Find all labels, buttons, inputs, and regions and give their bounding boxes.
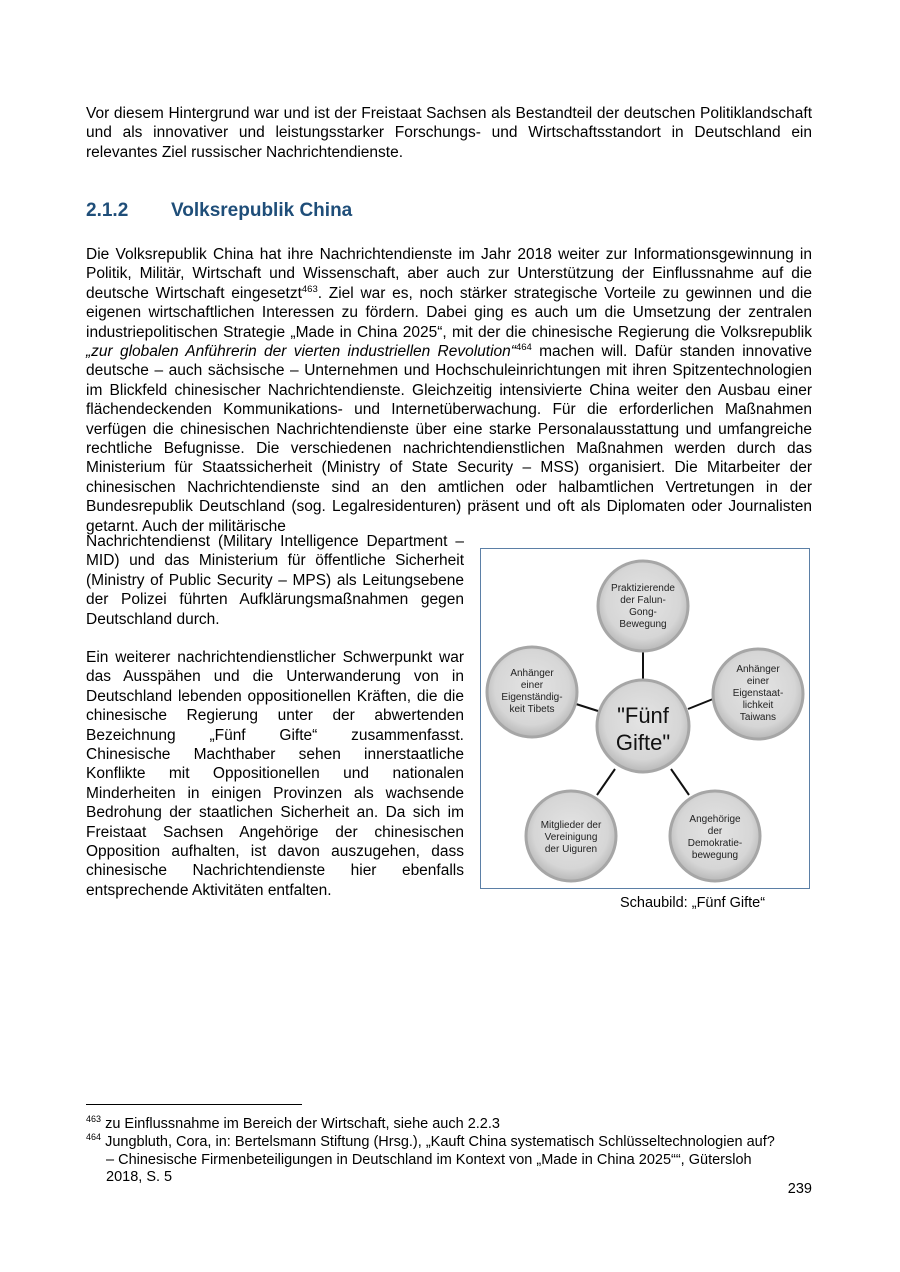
page-number: 239 — [787, 1181, 812, 1197]
svg-text:Eigenständig-: Eigenständig- — [501, 692, 563, 703]
wrap-paragraph-2: Ein weiterer nachrichtendienstlicher Schwerpunkt war das Ausspähen und die Unterwanderung von in Deutschland lebenden oppositionellen Kräften, die die chinesische Regierung unter der abwertenden Bezeichnung „Fünf Gifte“ zusammenfasst. Chinesische Machthaber sehen innerstaatliche Konflikte mit Oppositionellen und nationalen Minderheiten in einigen Provinzen als wachsende Bedrohung der staatlichen Sicherheit an. Da sich im Freistaat Sachsen Angehörige der chinesischen Opposition aufhalten, ist davon auszugehen, dass chinesische Nachrichtendienste hier ebenfalls entsprechende Aktivitäten entfalten. — [86, 649, 464, 899]
figure-caption: Schaubild: „Fünf Gifte“ — [620, 895, 766, 911]
footnote-text: zu Einflussnahme im Bereich der Wirtschaft, siehe auch 2.2.3 — [105, 1116, 500, 1132]
quote-text: „zur globalen Anführerin der vierten industriellen Revolution“ — [86, 343, 516, 361]
svg-text:Demokratie-: Demokratie- — [687, 838, 743, 849]
svg-text:Anhänger: Anhänger — [510, 668, 554, 679]
svg-text:Eigenstaat-: Eigenstaat- — [732, 688, 784, 699]
intro-paragraph: Vor diesem Hintergrund war und ist der Freistaat Sachsen als Bestandteil der deutschen Politiklandschaft und als innovativer und leistungsstarker Forschungs- und Wirtschaftsstandort in Deutschland ein relevantes Ziel russischer Nachrichtendienste. — [86, 105, 812, 161]
footnote-text-cont2: 2018, S. 5 — [106, 1169, 173, 1186]
footnote-464 — [86, 1129, 812, 1187]
footnote-number: 463 — [86, 1114, 102, 1124]
node-taiwan — [713, 649, 803, 739]
footnote-text: Jungbluth, Cora, in: Bertelsmann Stiftung (Hrsg.), „Kauft China systematisch Schlüsseltechnologien auf? — [105, 1134, 775, 1150]
svg-text:Bewegung: Bewegung — [619, 619, 667, 630]
node-uyghurs — [526, 791, 616, 881]
footnote-text-cont1: – Chinesische Firmenbeteiligungen in Deutschland im Kontext von „Made in China 2025““, Gütersloh — [106, 1151, 752, 1168]
node-falun-gong — [598, 561, 688, 651]
center-line-1: "Fünf — [617, 703, 669, 728]
svg-text:einer: einer — [520, 680, 544, 691]
footnote-ref-463: 463 — [301, 283, 318, 295]
svg-text:keit Tibets: keit Tibets — [509, 704, 555, 715]
center-line-2: Gifte" — [615, 730, 671, 755]
section-title: Volksrepublik China — [171, 200, 353, 221]
main-text-part1: Die Volksrepublik China hat ihre Nachrichtendienste im Jahr 2018 weiter zur Informationsgewinnung in Politik, Militär, Wirtschaft und Wissenschaft, aber auch zur Unterstützung der Einflussnahme auf die deutsche Wirtschaft eingesetzt — [86, 246, 812, 302]
svg-text:der: der — [707, 826, 723, 837]
main-text-part2: . Ziel war es, noch stärker strategische Vorteile zu gewinnen und die eigenen wirtschaftlichen Interessen zu fördern. Dabei ging es auch um die Umsetzung der zentralen industriepolitischen Strategie „Made in China 2025“, mit der die chinesische Regierung die Volksrepublik — [86, 284, 812, 341]
section-heading — [86, 200, 352, 222]
footnote-separator — [86, 1104, 302, 1105]
svg-text:bewegung: bewegung — [691, 850, 739, 861]
svg-text:der Falun-: der Falun- — [620, 595, 666, 606]
svg-text:lichkeit: lichkeit — [742, 700, 774, 711]
node-democracy — [670, 791, 760, 881]
main-text-part3: machen will. Dafür standen innovative deutsche – auch sächsische – Unternehmen und Hochschuleinrichtungen mit ihren Spitzentechnologien im Blickfeld chinesischer Nachrichtendienste. Gleichzeitig intensivierte China weiter den Ausbau einer flächendeckenden Kommunikations- und Internetüberwachung. Für die erforderlichen Maßnahmen verfügen die chinesischen Nachrichtendienste über eine starke Personalausstattung und umfangreiche rechtliche Befugnisse. Die verschiedenen nachrichtendienstlichen Maßnahmen werden durch das Ministerium für Staatssicherheit (Ministry of State Security – MSS) organisiert. Die Mitarbeiter der chinesischen Nachrichtendienste sind an den amtlichen oder halbamtlichen Vertretungen in der Bundesrepublik Deutschland (sog. Legalresidenturen) präsent und oft als Diplomaten oder Journalisten getarnt. Auch der militärische — [86, 343, 812, 535]
svg-text:Vereinigung: Vereinigung — [544, 832, 598, 843]
footnote-ref-464: 464 — [515, 342, 532, 354]
five-poisons-diagram — [480, 548, 810, 889]
svg-text:Mitglieder der: Mitglieder der — [540, 820, 602, 831]
diagram-svg — [481, 549, 809, 888]
svg-text:der Uiguren: der Uiguren — [544, 844, 598, 855]
svg-text:Anhänger: Anhänger — [736, 664, 780, 675]
svg-text:Angehörige: Angehörige — [689, 814, 741, 825]
main-paragraph — [86, 245, 812, 536]
center-node — [597, 680, 689, 772]
svg-text:Taiwans: Taiwans — [739, 712, 777, 723]
svg-text:Praktizierende: Praktizierende — [611, 583, 675, 594]
svg-text:einer: einer — [746, 676, 770, 687]
node-tibet — [487, 647, 577, 737]
svg-text:Gong-: Gong- — [629, 607, 657, 618]
footnote-number: 464 — [86, 1132, 102, 1142]
wrap-paragraph-1: Nachrichtendienst (Military Intelligence Department – MID) und das Ministerium für öffentliche Sicherheit (Ministry of Public Security – MPS) als Leitungsebene der Polizei führten Aufklärungsmaßnahmen gegen Deutschland durch. — [86, 533, 464, 628]
section-number: 2.1.2 — [86, 200, 129, 221]
